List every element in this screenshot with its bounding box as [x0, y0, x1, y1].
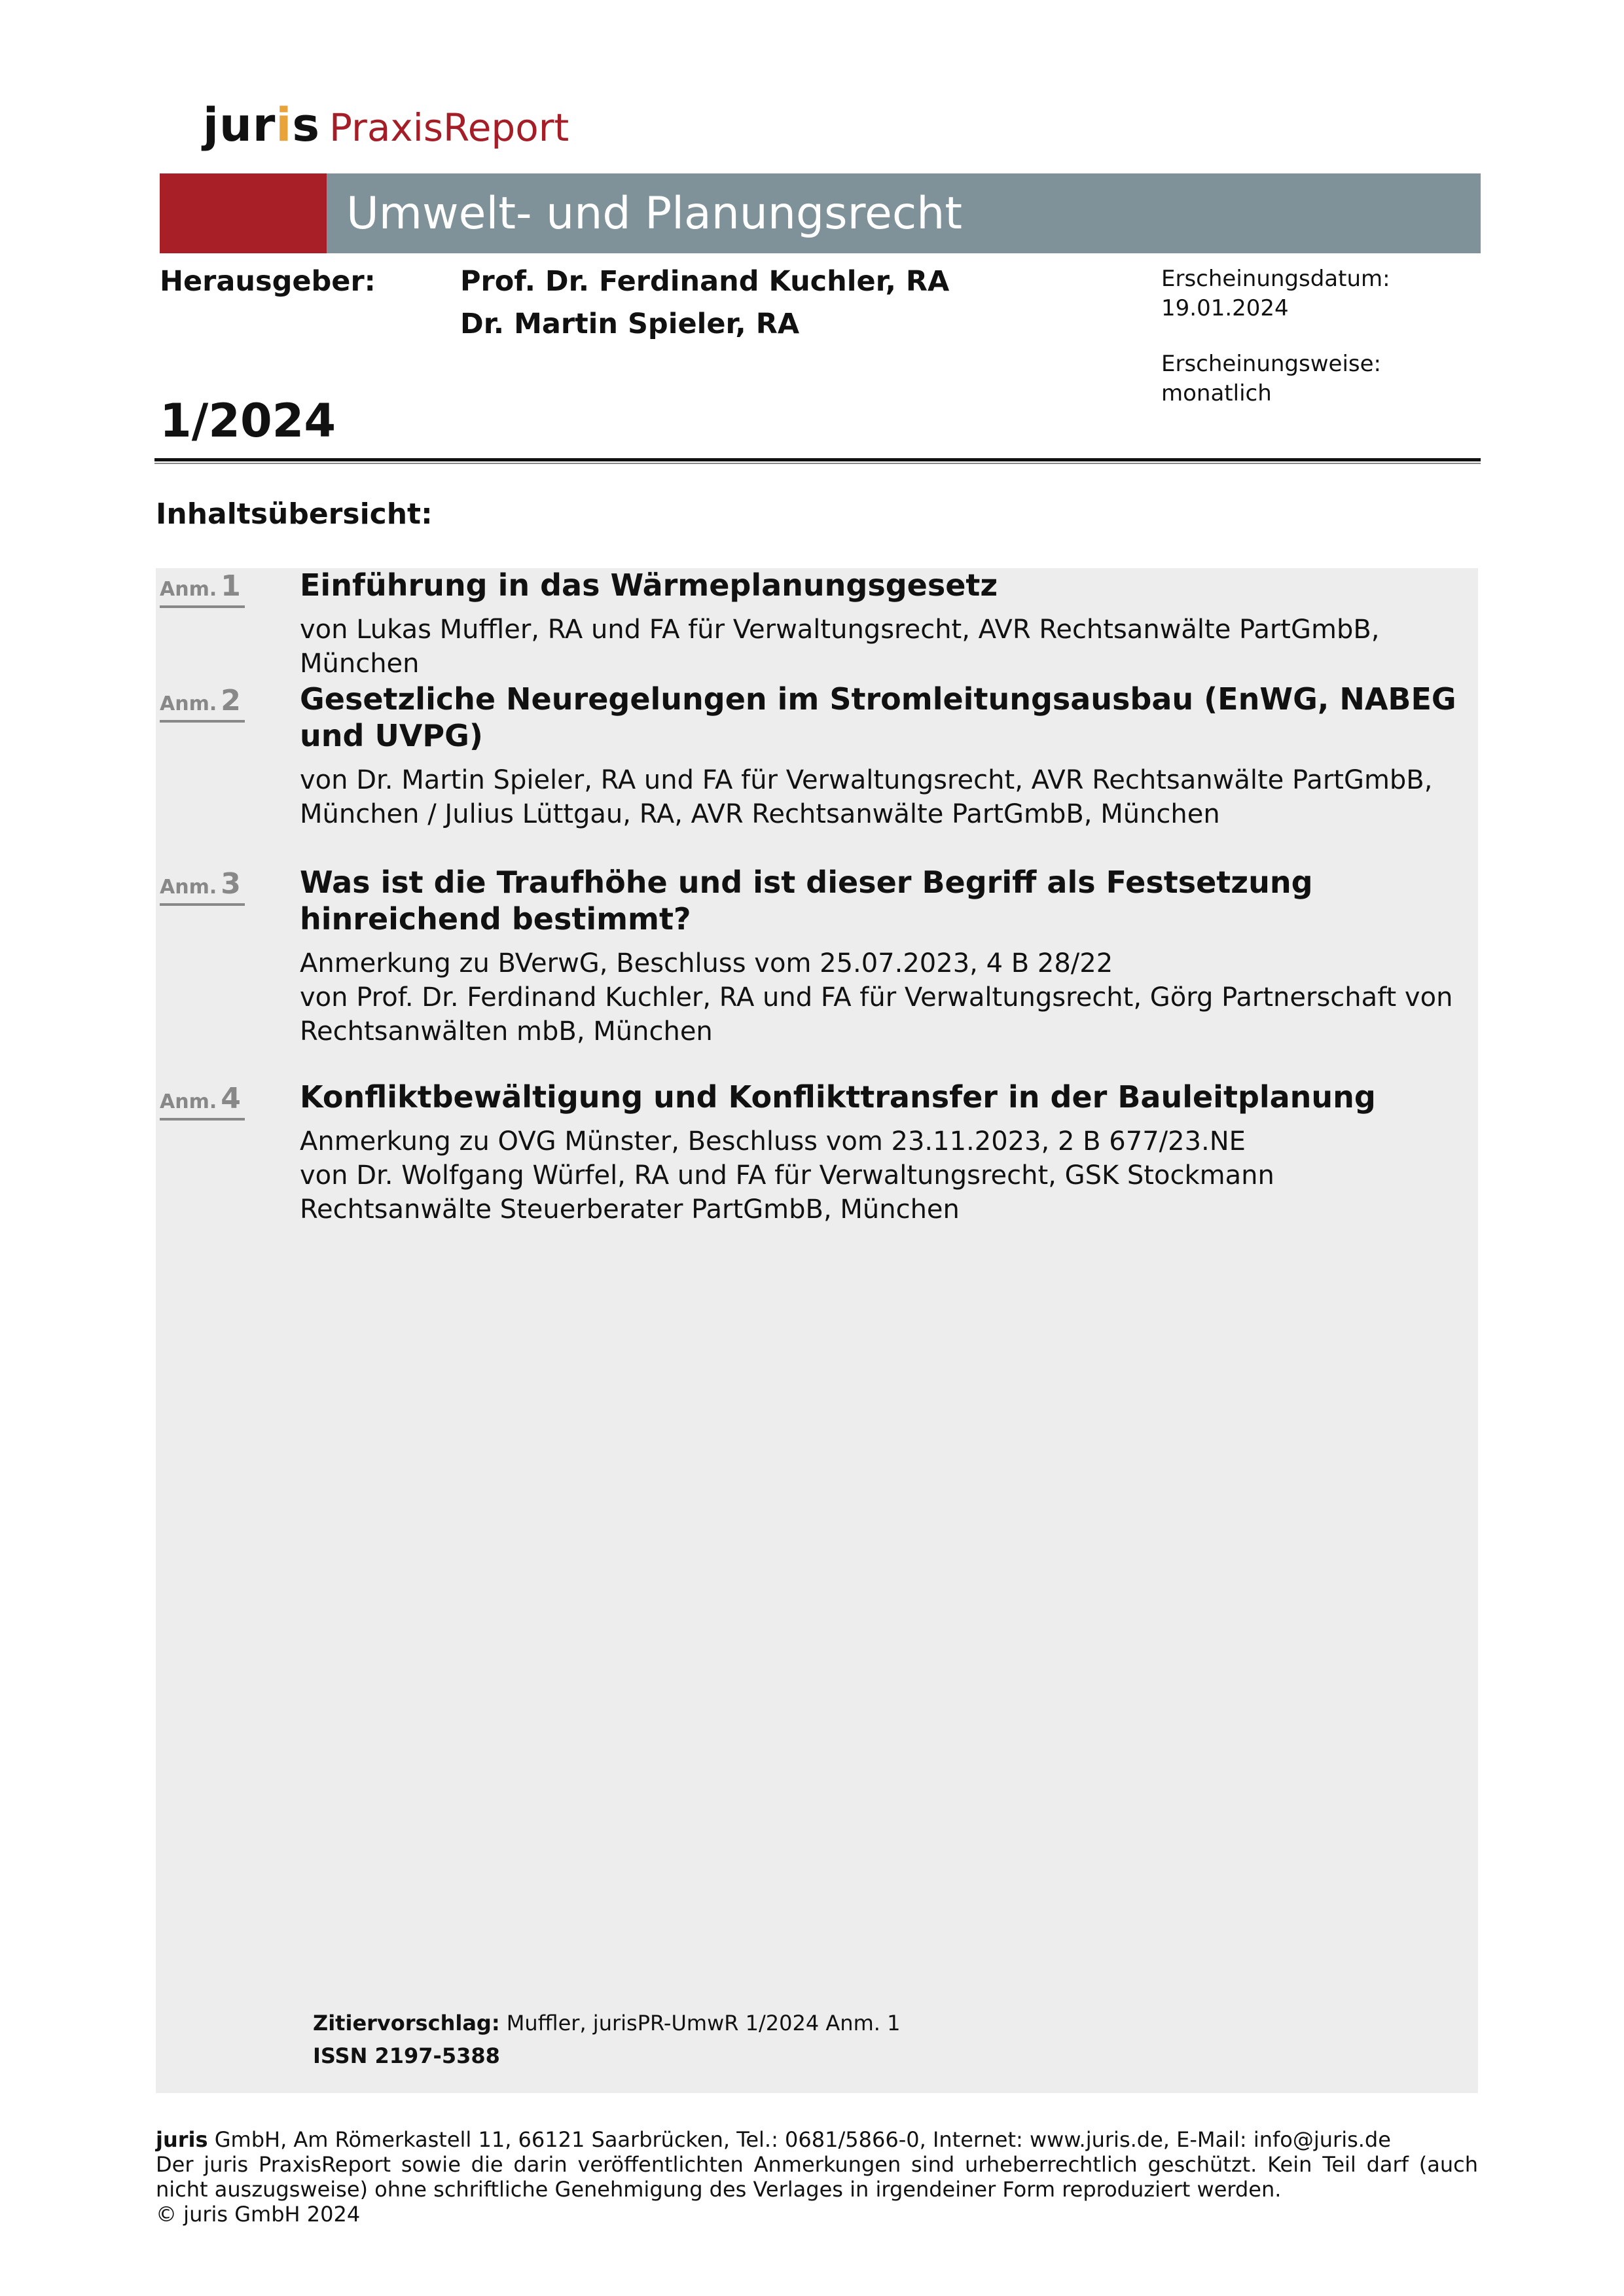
toc-entry-author: von Dr. Martin Spieler, RA und FA für Verwaltungsrecht, AVR Rechtsanwälte PartGmbB, München / Julius Lüttgau, RA, AVR Rechtsanwälte PartGmbB, München [300, 765, 1433, 829]
toc-entry-author: von Prof. Dr. Ferdinand Kuchler, RA und FA für Verwaltungsrecht, Görg Partnerschaft von Rechtsanwälten mbB, München [300, 982, 1453, 1047]
juris-logo: juris PraxisReport [203, 98, 569, 152]
toc-entry[interactable] [300, 567, 1465, 681]
toc-entry-title[interactable]: Was ist die Traufhöhe und ist dieser Begriff als Festsetzung hinreichend bestimmt? [300, 865, 1313, 937]
footer-copyright-notice: Der juris PraxisReport sowie die darin veröffentlichten Anmerkungen sind urheberrechtlich geschützt. Kein Teil darf (auch nicht auszugsweise) ohne schriftliche Genehmigung des Verlages in irgendeiner Form reproduziert werden. [156, 2152, 1478, 2202]
frequency-label: Erscheinungsweise: [1161, 351, 1381, 377]
frequency: monatlich [1161, 380, 1272, 406]
title-bar [160, 173, 1481, 253]
anm-marker: Anm. 3 [160, 867, 245, 906]
issue-number: 1/2024 [160, 394, 336, 448]
editors-label: Herausgeber: [160, 265, 376, 298]
anm-marker: Anm. 4 [160, 1082, 245, 1121]
citation-suggestion: Zitiervorschlag: Muffler, jurisPR-UmwR 1/2024 Anm. 1 [313, 2011, 901, 2036]
title-accent-block [160, 173, 327, 253]
toc-entry-reference: Anmerkung zu OVG Münster, Beschluss vom 23.11.2023, 2 B 677/23.NE [300, 1126, 1246, 1157]
footer-copyright: © juris GmbH 2024 [156, 2202, 361, 2227]
header-divider [154, 458, 1481, 464]
toc-entry[interactable] [300, 864, 1465, 1049]
toc-entry-author: von Dr. Wolfgang Würfel, RA und FA für Verwaltungsrecht, GSK Stockmann Rechtsanwälte Steuerberater PartGmbB, München [300, 1160, 1274, 1225]
toc-entry-title[interactable]: Einführung in das Wärmeplanungsgesetz [300, 567, 998, 603]
report-title: Umwelt- und Planungsrecht [346, 187, 963, 240]
editor-1: Prof. Dr. Ferdinand Kuchler, RA [460, 265, 950, 298]
toc-entry[interactable] [300, 1079, 1465, 1227]
toc-heading: Inhaltsübersicht: [156, 497, 433, 531]
anm-marker: Anm. 1 [160, 569, 245, 608]
toc-entry[interactable] [300, 681, 1465, 831]
publication-date: 19.01.2024 [1161, 295, 1289, 321]
toc-entry-author: von Lukas Muffler, RA und FA für Verwaltungsrecht, AVR Rechtsanwälte PartGmbB, München [300, 615, 1380, 679]
footer [156, 2127, 1478, 2227]
product-name: PraxisReport [329, 105, 569, 150]
publication-date-label: Erscheinungsdatum: [1161, 266, 1390, 292]
anm-marker: Anm. 2 [160, 684, 245, 723]
toc-entry-title[interactable]: Gesetzliche Neuregelungen im Stromleitungsausbau (EnWG, NABEG und UVPG) [300, 681, 1456, 753]
toc-entry-title[interactable]: Konfliktbewältigung und Konflikttransfer in der Bauleitplanung [300, 1079, 1376, 1115]
editor-2: Dr. Martin Spieler, RA [460, 308, 800, 340]
toc-entry-reference: Anmerkung zu BVerwG, Beschluss vom 25.07.2023, 4 B 28/22 [300, 948, 1113, 978]
issn: ISSN 2197-5388 [313, 2043, 500, 2068]
footer-company: juris GmbH, Am Römerkastell 11, 66121 Saarbrücken, Tel.: 0681/5866-0, Internet: www.juris.de, E-Mail: info@juris.de [156, 2127, 1391, 2152]
